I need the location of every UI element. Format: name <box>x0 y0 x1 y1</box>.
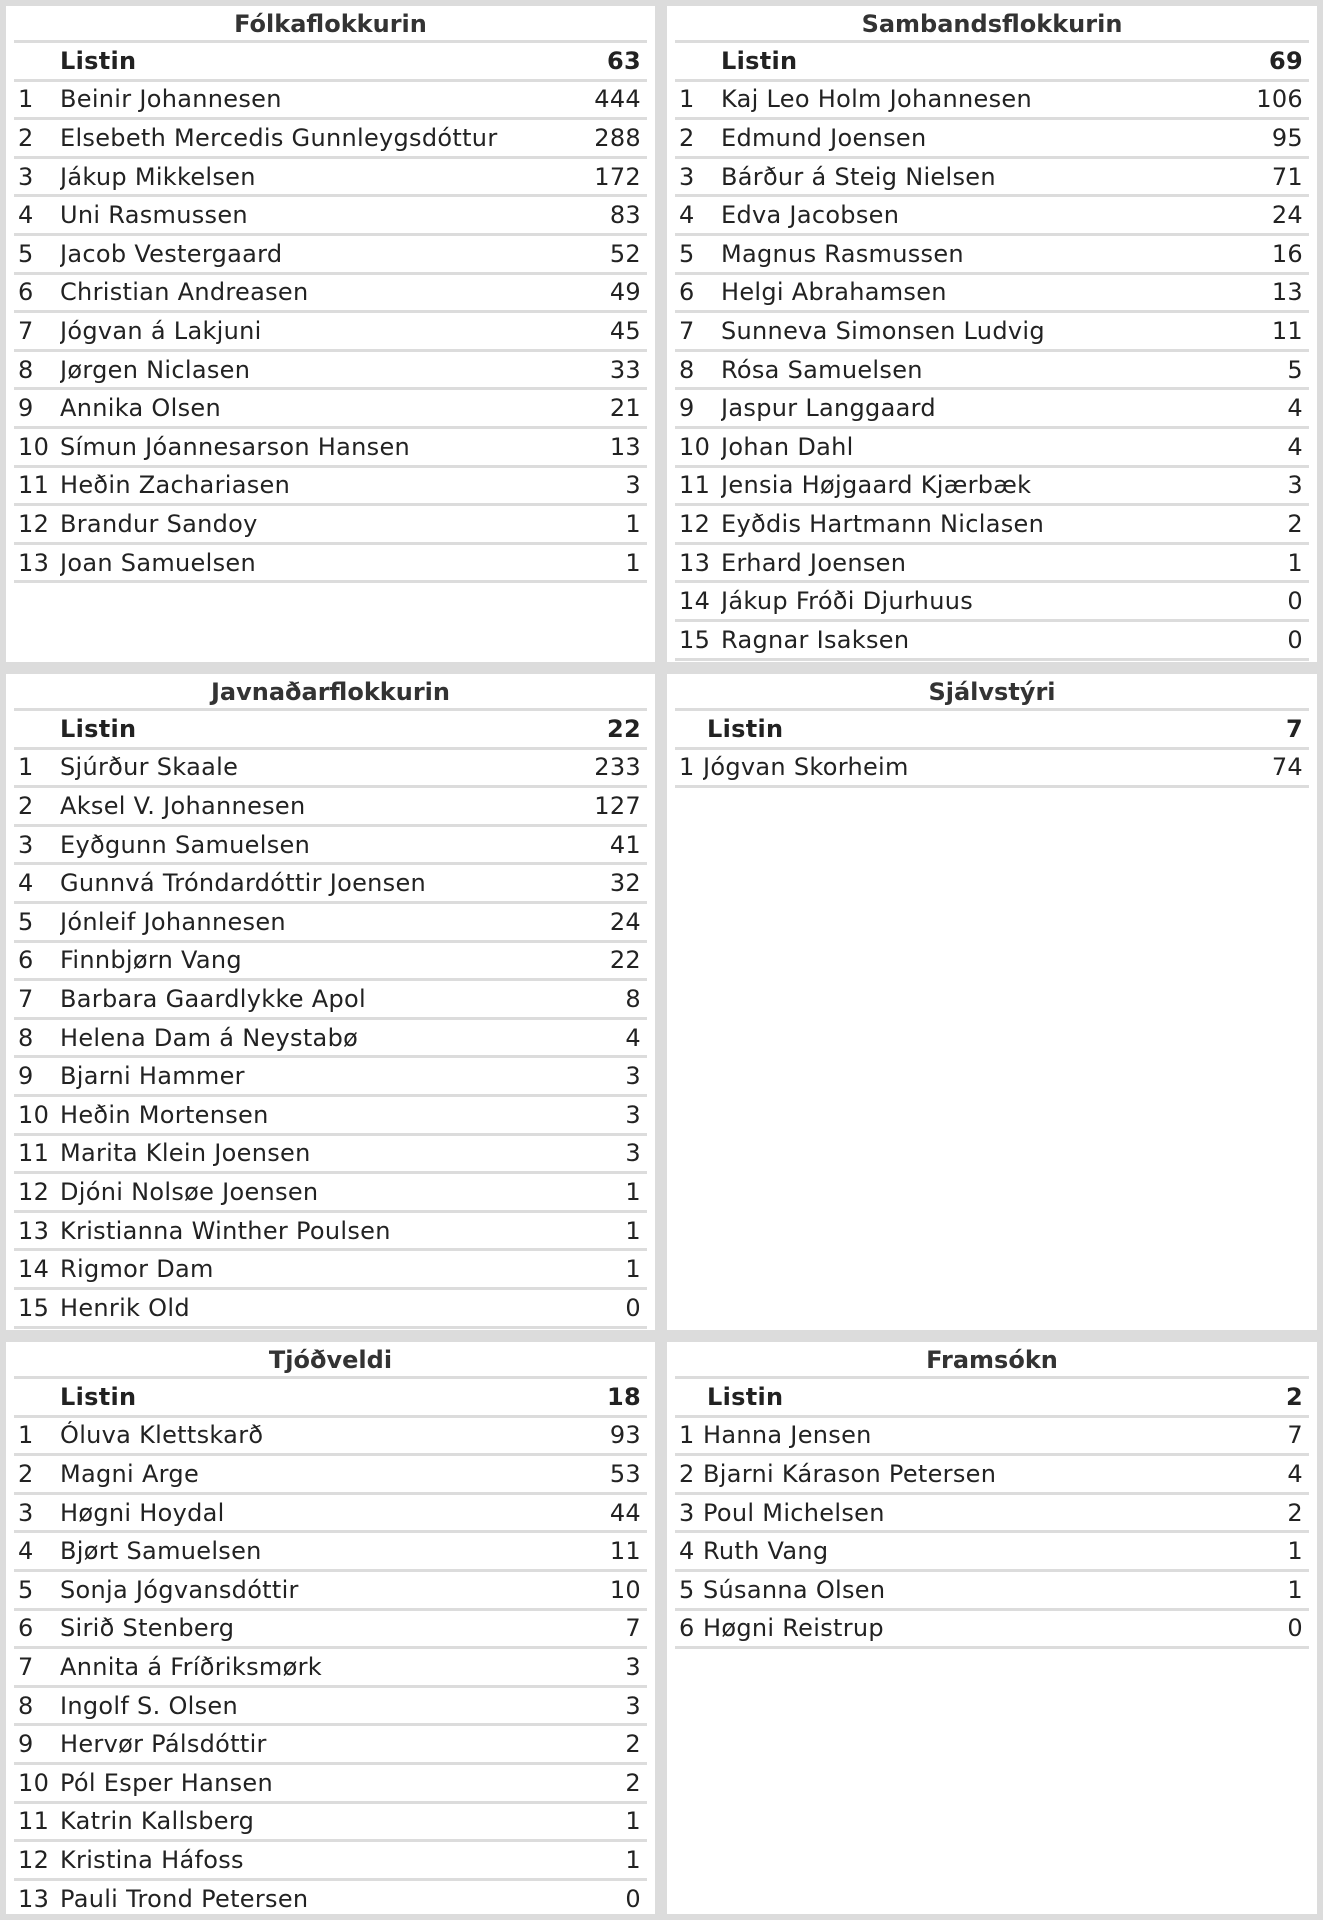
candidate-votes: 4 <box>1287 1459 1303 1488</box>
listin-row <box>14 43 647 82</box>
candidate-number: 8 <box>18 1023 34 1052</box>
candidate-row <box>14 865 647 904</box>
candidate-votes: 172 <box>594 162 641 191</box>
candidate-row <box>14 120 647 159</box>
candidate-votes: 2 <box>1287 1498 1303 1527</box>
candidate-row <box>14 468 647 507</box>
candidate-number: 3 <box>679 162 695 191</box>
candidate-votes: 11 <box>1271 316 1303 345</box>
candidate-number: 6 <box>18 946 34 975</box>
candidate-votes: 52 <box>609 239 641 268</box>
candidate-row <box>675 1456 1309 1495</box>
candidate-number: 1 <box>679 1421 695 1450</box>
candidate-row <box>675 313 1309 352</box>
candidate-name: Hanna Jensen <box>703 1421 872 1450</box>
listin-row <box>675 43 1309 82</box>
candidate-name: Óluva Klettskarð <box>60 1421 264 1450</box>
candidate-number: 12 <box>18 509 50 538</box>
candidate-number: 11 <box>18 471 50 500</box>
party-title: Framsókn <box>675 1342 1309 1379</box>
candidate-name: Ruth Vang <box>703 1537 829 1566</box>
candidate-votes: 10 <box>609 1575 641 1604</box>
candidate-votes: 49 <box>609 278 641 307</box>
listin-row <box>14 1379 647 1418</box>
listin-row <box>675 1379 1309 1418</box>
candidate-number: 4 <box>679 201 695 230</box>
listin-votes: 22 <box>607 714 641 743</box>
candidate-row <box>14 506 647 545</box>
candidate-name: Jacob Vestergaard <box>60 239 283 268</box>
candidate-name: Magni Arge <box>60 1459 200 1488</box>
candidate-row <box>14 1174 647 1213</box>
candidate-name: Jensia Højgaard Kjærbæk <box>721 471 1032 500</box>
candidate-row <box>14 1804 647 1843</box>
candidate-votes: 4 <box>1287 432 1303 461</box>
candidate-row <box>675 82 1309 121</box>
candidate-row <box>675 1611 1309 1650</box>
candidate-row <box>675 468 1309 507</box>
candidate-votes: 4 <box>625 1023 641 1052</box>
candidate-number: 5 <box>679 239 695 268</box>
candidate-votes: 93 <box>609 1421 641 1450</box>
candidate-name: Elsebeth Mercedis Gunnleygsdóttur <box>60 123 498 152</box>
candidate-number: 10 <box>18 1100 50 1129</box>
candidate-row <box>14 1881 647 1920</box>
candidate-number: 6 <box>679 278 695 307</box>
candidate-number: 5 <box>18 239 34 268</box>
candidate-name: Hervør Pálsdóttir <box>60 1730 267 1759</box>
candidate-votes: 11 <box>609 1537 641 1566</box>
candidate-row <box>14 1765 647 1804</box>
candidate-number: 1 <box>679 753 695 782</box>
candidate-name: Uni Rasmussen <box>60 201 248 230</box>
candidate-votes: 4 <box>1287 394 1303 423</box>
listin-label: Listin <box>60 714 137 743</box>
candidate-name: Bjarni Kárason Petersen <box>703 1459 997 1488</box>
candidate-number: 2 <box>679 1459 695 1488</box>
candidate-row <box>14 943 647 982</box>
candidate-votes: 95 <box>1271 123 1303 152</box>
candidate-votes: 1 <box>625 1177 641 1206</box>
candidate-row <box>14 1213 647 1252</box>
candidate-row <box>14 197 647 236</box>
candidate-number: 7 <box>18 984 34 1013</box>
candidate-votes: 16 <box>1271 239 1303 268</box>
candidate-name: Aksel V. Johannesen <box>60 791 306 820</box>
candidate-name: Katrin Kallsberg <box>60 1807 255 1836</box>
candidate-votes: 24 <box>609 907 641 936</box>
candidate-name: Høgni Reistrup <box>703 1614 884 1643</box>
candidate-number: 4 <box>18 869 34 898</box>
candidate-row <box>14 1611 647 1650</box>
party-panel-sambandsflokkurin <box>661 0 1323 668</box>
candidate-row <box>675 506 1309 545</box>
candidate-number: 12 <box>18 1177 50 1206</box>
candidate-row <box>675 1418 1309 1457</box>
candidate-number: 2 <box>18 791 34 820</box>
candidate-row <box>14 1649 647 1688</box>
candidate-row <box>14 1058 647 1097</box>
candidate-votes: 288 <box>594 123 641 152</box>
candidate-number: 7 <box>18 316 34 345</box>
candidate-votes: 74 <box>1271 753 1303 782</box>
candidate-number: 15 <box>679 625 711 654</box>
listin-votes: 18 <box>607 1382 641 1411</box>
candidate-row <box>14 1418 647 1457</box>
candidate-row <box>14 275 647 314</box>
candidate-row <box>14 1136 647 1175</box>
candidate-name: Edva Jacobsen <box>721 201 900 230</box>
listin-votes: 7 <box>1286 714 1303 743</box>
candidate-row <box>14 827 647 866</box>
candidate-number: 12 <box>679 509 711 538</box>
candidate-name: Sunneva Simonsen Ludvig <box>721 316 1045 345</box>
candidate-number: 2 <box>18 1459 34 1488</box>
candidate-row <box>14 352 647 391</box>
candidate-number: 8 <box>679 355 695 384</box>
candidate-row <box>675 622 1309 661</box>
candidate-votes: 53 <box>609 1459 641 1488</box>
candidate-votes: 7 <box>625 1614 641 1643</box>
candidate-votes: 1 <box>625 548 641 577</box>
candidate-row <box>14 159 647 198</box>
candidate-name: Jónleif Johannesen <box>60 907 286 936</box>
candidate-name: Símun Jóannesarson Hansen <box>60 432 411 461</box>
listin-row <box>675 711 1309 750</box>
listin-label: Listin <box>721 46 798 75</box>
candidate-row <box>675 1572 1309 1611</box>
candidate-number: 7 <box>18 1652 34 1681</box>
party-title: Tjóðveldi <box>14 1342 647 1379</box>
candidate-row <box>14 1533 647 1572</box>
candidate-votes: 1 <box>625 1255 641 1284</box>
candidate-number: 9 <box>679 394 695 423</box>
candidate-row <box>675 1533 1309 1572</box>
candidate-votes: 1 <box>1287 548 1303 577</box>
party-panel-framsokn <box>661 1336 1323 1920</box>
candidate-name: Sirið Stenberg <box>60 1614 235 1643</box>
candidate-row <box>14 1097 647 1136</box>
candidate-votes: 3 <box>625 1100 641 1129</box>
candidate-votes: 0 <box>625 1884 641 1913</box>
candidate-row <box>14 981 647 1020</box>
listin-label: Listin <box>707 714 784 743</box>
candidate-row <box>14 904 647 943</box>
candidate-votes: 0 <box>1287 587 1303 616</box>
candidate-votes: 3 <box>1287 471 1303 500</box>
party-panel-javnadarflokkurin <box>0 668 661 1336</box>
candidate-number: 5 <box>18 907 34 936</box>
candidate-number: 4 <box>18 1537 34 1566</box>
candidate-row <box>14 1726 647 1765</box>
candidate-name: Kristianna Winther Poulsen <box>60 1216 391 1245</box>
candidate-votes: 106 <box>1256 85 1303 114</box>
candidate-name: Gunnvá Tróndardóttir Joensen <box>60 869 427 898</box>
candidate-row <box>675 120 1309 159</box>
candidate-number: 8 <box>18 355 34 384</box>
candidate-votes: 33 <box>609 355 641 384</box>
candidate-name: Pauli Trond Petersen <box>60 1884 309 1913</box>
candidate-votes: 32 <box>609 869 641 898</box>
candidate-number: 12 <box>18 1845 50 1874</box>
candidate-name: Ragnar Isaksen <box>721 625 910 654</box>
candidate-number: 6 <box>18 278 34 307</box>
party-title: Javnaðarflokkurin <box>14 674 647 711</box>
candidate-votes: 13 <box>609 432 641 461</box>
candidate-number: 1 <box>679 85 695 114</box>
candidate-votes: 444 <box>594 85 641 114</box>
candidate-number: 11 <box>18 1139 50 1168</box>
candidate-votes: 7 <box>1287 1421 1303 1450</box>
candidate-number: 10 <box>18 1768 50 1797</box>
listin-label: Listin <box>707 1382 784 1411</box>
candidate-number: 6 <box>679 1614 695 1643</box>
candidate-row <box>675 159 1309 198</box>
candidate-number: 10 <box>679 432 711 461</box>
candidate-votes: 3 <box>625 471 641 500</box>
candidate-votes: 127 <box>594 791 641 820</box>
candidate-votes: 1 <box>625 509 641 538</box>
party-panel-tjodveldi <box>0 1336 661 1920</box>
candidate-number: 13 <box>679 548 711 577</box>
candidate-name: Brandur Sandoy <box>60 509 258 538</box>
candidate-name: Sjúrður Skaale <box>60 753 239 782</box>
candidate-name: Jógvan Skorheim <box>703 753 909 782</box>
candidate-name: Poul Michelsen <box>703 1498 885 1527</box>
candidate-row <box>675 750 1309 789</box>
candidate-name: Jákup Mikkelsen <box>60 162 256 191</box>
candidate-votes: 2 <box>1287 509 1303 538</box>
candidate-name: Annita á Fríðriksmørk <box>60 1652 322 1681</box>
candidate-row <box>14 1495 647 1534</box>
candidate-name: Henrik Old <box>60 1293 190 1322</box>
candidate-name: Eyðgunn Samuelsen <box>60 830 311 859</box>
candidate-name: Barbara Gaardlykke Apol <box>60 984 366 1013</box>
listin-row <box>14 711 647 750</box>
candidate-name: Rósa Samuelsen <box>721 355 923 384</box>
candidate-name: Ingolf S. Olsen <box>60 1691 238 1720</box>
candidate-name: Helena Dam á Neystabø <box>60 1023 359 1052</box>
candidate-name: Helgi Abrahamsen <box>721 278 947 307</box>
party-panel-sjalvstyri <box>661 668 1323 1336</box>
candidate-name: Beinir Johannesen <box>60 85 282 114</box>
candidate-votes: 41 <box>609 830 641 859</box>
candidate-row <box>675 352 1309 391</box>
candidate-row <box>675 583 1309 622</box>
candidate-name: Eyðdis Hartmann Niclasen <box>721 509 1045 538</box>
candidate-votes: 2 <box>625 1730 641 1759</box>
candidate-number: 14 <box>679 587 711 616</box>
candidate-row <box>675 1495 1309 1534</box>
listin-label: Listin <box>60 46 137 75</box>
candidate-name: Súsanna Olsen <box>703 1575 886 1604</box>
candidate-number: 8 <box>18 1691 34 1720</box>
candidate-votes: 0 <box>1287 1614 1303 1643</box>
candidate-votes: 3 <box>625 1062 641 1091</box>
candidate-number: 3 <box>18 1498 34 1527</box>
candidate-name: Heðin Zachariasen <box>60 471 291 500</box>
candidate-number: 1 <box>18 1421 34 1450</box>
candidate-number: 9 <box>18 1730 34 1759</box>
candidate-number: 10 <box>18 432 50 461</box>
candidate-votes: 21 <box>609 394 641 423</box>
candidate-name: Heðin Mortensen <box>60 1100 269 1129</box>
candidate-votes: 1 <box>625 1845 641 1874</box>
candidate-votes: 13 <box>1271 278 1303 307</box>
party-title: Fólkaflokkurin <box>14 6 647 43</box>
candidate-row <box>675 236 1309 275</box>
candidate-row <box>14 1290 647 1329</box>
candidate-row <box>675 545 1309 584</box>
candidate-number: 11 <box>679 471 711 500</box>
candidate-name: Rigmor Dam <box>60 1255 214 1284</box>
candidate-votes: 22 <box>609 946 641 975</box>
candidate-row <box>14 750 647 789</box>
listin-label: Listin <box>60 1382 137 1411</box>
candidate-votes: 1 <box>1287 1537 1303 1566</box>
candidate-votes: 3 <box>625 1652 641 1681</box>
candidate-name: Edmund Joensen <box>721 123 927 152</box>
candidate-number: 3 <box>18 162 34 191</box>
candidate-votes: 1 <box>625 1216 641 1245</box>
candidate-number: 1 <box>18 753 34 782</box>
candidate-row <box>14 1842 647 1881</box>
candidate-number: 11 <box>18 1807 50 1836</box>
candidate-row <box>14 390 647 429</box>
candidate-number: 1 <box>18 85 34 114</box>
candidate-name: Erhard Joensen <box>721 548 907 577</box>
candidate-row <box>675 390 1309 429</box>
candidate-name: Finnbjørn Vang <box>60 946 242 975</box>
candidate-votes: 1 <box>625 1807 641 1836</box>
candidate-votes: 2 <box>625 1768 641 1797</box>
candidate-votes: 44 <box>609 1498 641 1527</box>
candidate-name: Magnus Rasmussen <box>721 239 964 268</box>
candidate-number: 5 <box>18 1575 34 1604</box>
candidate-row <box>14 429 647 468</box>
candidate-name: Bjørt Samuelsen <box>60 1537 262 1566</box>
candidate-votes: 45 <box>609 316 641 345</box>
candidate-name: Bjarni Hammer <box>60 1062 245 1091</box>
candidate-name: Kaj Leo Holm Johannesen <box>721 85 1033 114</box>
candidate-votes: 1 <box>1287 1575 1303 1604</box>
candidate-number: 13 <box>18 1884 50 1913</box>
candidate-row <box>675 197 1309 236</box>
candidate-row <box>14 1251 647 1290</box>
candidate-votes: 3 <box>625 1691 641 1720</box>
listin-votes: 2 <box>1286 1382 1303 1411</box>
candidate-number: 2 <box>679 123 695 152</box>
candidate-votes: 71 <box>1271 162 1303 191</box>
candidate-row <box>14 1020 647 1059</box>
candidate-votes: 0 <box>625 1293 641 1322</box>
candidate-name: Pól Esper Hansen <box>60 1768 274 1797</box>
candidate-number: 3 <box>679 1498 695 1527</box>
candidate-votes: 83 <box>609 201 641 230</box>
candidate-votes: 3 <box>625 1139 641 1168</box>
candidate-name: Djóni Nolsøe Joensen <box>60 1177 319 1206</box>
candidate-number: 5 <box>679 1575 695 1604</box>
candidate-row <box>675 429 1309 468</box>
party-title: Sjálvstýri <box>675 674 1309 711</box>
candidate-name: Annika Olsen <box>60 394 221 423</box>
party-title: Sambandsflokkurin <box>675 6 1309 43</box>
candidate-name: Bárður á Steig Nielsen <box>721 162 996 191</box>
candidate-votes: 8 <box>625 984 641 1013</box>
candidate-number: 13 <box>18 1216 50 1245</box>
candidate-row <box>14 82 647 121</box>
candidate-number: 14 <box>18 1255 50 1284</box>
candidate-name: Høgni Hoydal <box>60 1498 225 1527</box>
candidate-votes: 0 <box>1287 625 1303 654</box>
candidate-number: 9 <box>18 1062 34 1091</box>
candidate-row <box>14 1456 647 1495</box>
candidate-row <box>14 545 647 584</box>
candidate-number: 9 <box>18 394 34 423</box>
candidate-name: Jaspur Langgaard <box>721 394 936 423</box>
listin-votes: 63 <box>607 46 641 75</box>
candidate-row <box>14 1572 647 1611</box>
candidate-number: 15 <box>18 1293 50 1322</box>
candidate-number: 4 <box>679 1537 695 1566</box>
candidate-name: Marita Klein Joensen <box>60 1139 311 1168</box>
candidate-votes: 24 <box>1271 201 1303 230</box>
party-panel-folkaflokkurin <box>0 0 661 668</box>
candidate-number: 2 <box>18 123 34 152</box>
candidate-name: Jógvan á Lakjuni <box>60 316 262 345</box>
candidate-name: Johan Dahl <box>721 432 854 461</box>
candidate-number: 6 <box>18 1614 34 1643</box>
candidate-number: 4 <box>18 201 34 230</box>
candidate-votes: 5 <box>1287 355 1303 384</box>
candidate-row <box>14 1688 647 1727</box>
candidate-row <box>14 788 647 827</box>
candidate-number: 7 <box>679 316 695 345</box>
candidate-name: Kristina Háfoss <box>60 1845 244 1874</box>
candidate-number: 13 <box>18 548 50 577</box>
candidate-name: Joan Samuelsen <box>60 548 256 577</box>
candidate-row <box>14 313 647 352</box>
listin-votes: 69 <box>1269 46 1303 75</box>
candidate-row <box>675 275 1309 314</box>
candidate-name: Christian Andreasen <box>60 278 309 307</box>
candidate-number: 3 <box>18 830 34 859</box>
candidate-row <box>14 236 647 275</box>
candidate-name: Jákup Fróði Djurhuus <box>721 587 974 616</box>
candidate-name: Sonja Jógvansdóttir <box>60 1575 299 1604</box>
candidate-name: Jørgen Niclasen <box>60 355 251 384</box>
candidate-votes: 233 <box>594 753 641 782</box>
